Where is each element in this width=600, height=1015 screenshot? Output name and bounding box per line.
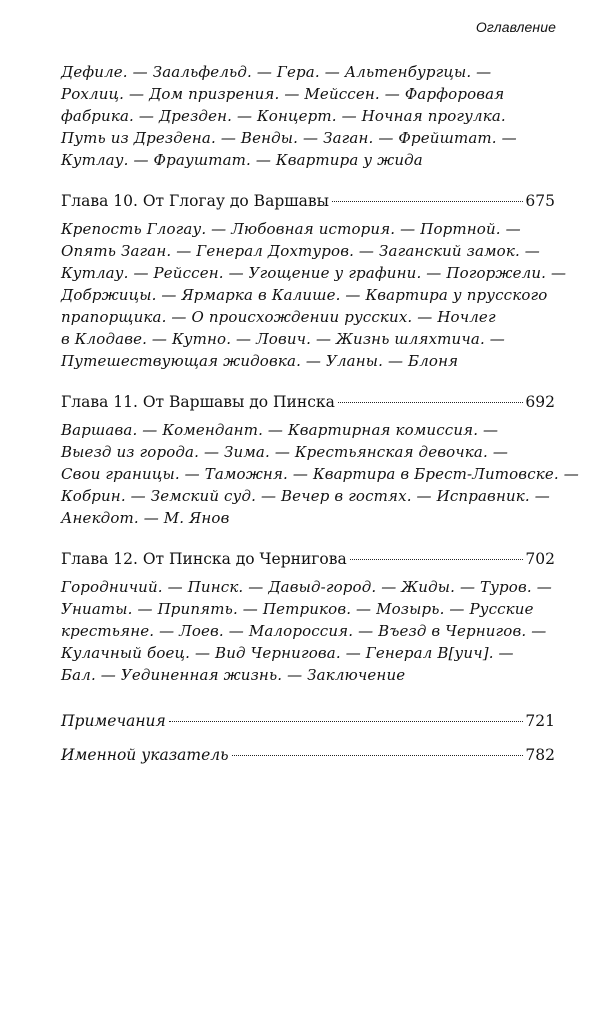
description-line: Анекдот. — М. Янов — [61, 509, 230, 527]
description-line: фабрика. — Дрезден. — Концерт. — Ночная прогулка. — [61, 107, 506, 125]
toc-entry-chapter-10[interactable] — [61, 190, 555, 212]
chapter-description — [61, 218, 567, 372]
chapter-title: Глава 11. От Варшавы до Пинска — [61, 393, 335, 411]
page-number: 692 — [525, 393, 555, 411]
dot-leader — [232, 755, 524, 756]
toc-entry-name-index[interactable] — [61, 744, 555, 766]
description-line: Путешествующая жидовка. — Уланы. — Блоня — [61, 352, 459, 370]
description-line: Рохлиц. — Дом призрения. — Мейссен. — Фарфоровая — [61, 85, 505, 103]
description-line: Кутлау. — Рейссен. — Угощение у графини. — Погоржели. — — [61, 264, 567, 282]
description-line: крестьяне. — Лоев. — Малороссия. — Въезд в Чернигов. — — [61, 622, 547, 640]
toc-entry-chapter-12[interactable] — [61, 548, 555, 570]
chapter-title: Глава 10. От Глогау до Варшавы — [61, 192, 329, 210]
description-line: Выезд из города. — Зима. — Крестьянская девочка. — — [61, 443, 508, 461]
running-head-title: Оглавление — [475, 19, 556, 35]
chapter-description — [61, 576, 555, 686]
description-line: Кулачный боец. — Вид Чернигова. — Генерал В[уич]. — — [61, 644, 514, 662]
description-line: Униаты. — Припять. — Петриков. — Мозырь. — Русские — [61, 600, 534, 618]
description-line: прапорщика. — О происхождении русских. — Ночлег — [61, 308, 496, 326]
dot-leader — [332, 201, 523, 202]
dot-leader — [169, 721, 524, 722]
page-number: 782 — [525, 746, 555, 764]
toc-entry-chapter-11[interactable] — [61, 391, 555, 413]
toc-content — [61, 61, 579, 766]
description-line: Бал. — Уединенная жизнь. — Заключение — [61, 666, 406, 684]
chapter-title: Глава 12. От Пинска до Чернигова — [61, 550, 347, 568]
description-line: Варшава. — Комендант. — Квартирная комиссия. — — [61, 421, 499, 439]
back-matter-title: Именной указатель — [61, 746, 229, 764]
dot-leader — [338, 402, 524, 403]
description-line: Кобрин. — Земский суд. — Вечер в гостях. — Исправник. — — [61, 487, 550, 505]
chapter-description — [61, 419, 579, 529]
description-line: Дефиле. — Заальфельд. — Гера. — Альтенбургцы. — — [61, 63, 492, 81]
description-line: Свои границы. — Таможня. — Квартира в Брест-Литовске. — — [61, 465, 579, 483]
page-number: 721 — [525, 712, 555, 730]
page-number: 702 — [525, 550, 555, 568]
back-matter-title: Примечания — [61, 712, 166, 730]
description-line: в Клодаве. — Кутно. — Лович. — Жизнь шляхтича. — — [61, 330, 505, 348]
toc-entry-notes[interactable] — [61, 710, 555, 732]
description-line: Крепость Глогау. — Любовная история. — Портной. — — [61, 220, 521, 238]
page-number: 675 — [525, 192, 555, 210]
description-line: Путь из Дрездена. — Венды. — Заган. — Фрейштат. — — [61, 129, 517, 147]
description-line: Кутлау. — Фрауштат. — Квартира у жида — [61, 151, 423, 169]
chapter-description-continued — [61, 61, 555, 171]
description-line: Городничий. — Пинск. — Давыд-город. — Жиды. — Туров. — — [61, 578, 552, 596]
description-line: Опять Заган. — Генерал Дохтуров. — Заганский замок. — — [61, 242, 540, 260]
dot-leader — [350, 559, 524, 560]
description-line: Добржицы. — Ярмарка в Калише. — Квартира у прусского — [61, 286, 548, 304]
